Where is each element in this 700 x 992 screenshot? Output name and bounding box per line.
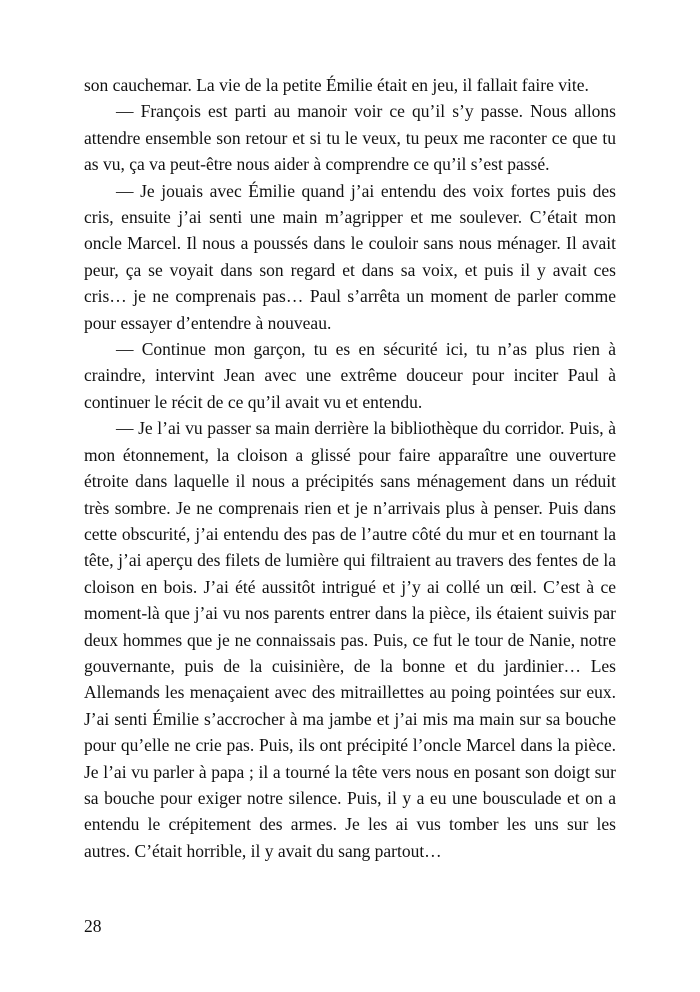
page-content — [84, 72, 616, 864]
body-text — [84, 72, 616, 864]
paragraph-dialogue: — Continue mon garçon, tu es en sécurité ici, tu n’as plus rien à craindre, intervint Jean avec une extrême douceur pour inciter Paul à continuer le récit de ce qu’il avait vu et entendu. — [84, 339, 616, 412]
paragraph-dialogue: — Je l’ai vu passer sa main derrière la bibliothèque du corridor. Puis, à mon étonnement, la cloison a glissé pour faire apparaître une ouverture étroite dans laquelle il nous a précipités sans ménagement dans un réduit très sombre. Je ne comprenais rien et je n’arrivais plus à penser. Puis dans cette obscurité, j’ai entendu des pas de l’autre côté du mur et en tournant la tête, j’ai aperçu des filets de lumière qui filtraient au travers des fentes de la cloison en bois. J’ai été aussitôt intrigué et j’y ai collé un œil. C’est à ce moment-là que j’ai vu nos parents entrer dans la pièce, ils étaient suivis par deux hommes que je ne connaissais pas. Puis, ce fut le tour de Nanie, notre gouvernante, puis de la cuisinière, de la bonne et du jardinier… Les Allemands les menaçaient avec des mitraillettes au poing pointées sur eux. J’ai senti Émilie s’accrocher à ma jambe et j’ai mis ma main sur sa bouche pour qu’elle ne crie pas. Puis, ils ont précipité l’oncle Marcel dans la pièce. Je l’ai vu parler à papa ; il a tourné la tête vers nous en posant son doigt sur sa bouche pour exiger notre silence. Puis, il y a eu une bousculade et on a entendu le crépitement des armes. Je les ai vus tomber les uns sur les autres. C’était horrible, il y avait du sang partout… — [84, 418, 616, 861]
paragraph-continuation: son cauchemar. La vie de la petite Émilie était en jeu, il fallait faire vite. — [84, 75, 589, 95]
paragraph-dialogue: — Je jouais avec Émilie quand j’ai entendu des voix fortes puis des cris, ensuite j’ai senti une main m’agripper et me soulever. C’était mon oncle Marcel. Il nous a poussés dans le couloir sans nous ménager. Il avait peur, ça se voyait dans son regard et dans sa voix, et puis il y avait ces cris… je ne comprenais pas… Paul s’arrêta un moment de parler comme pour essayer d’entendre à nouveau. — [84, 180, 616, 333]
paragraph-dialogue: — François est parti au manoir voir ce qu’il s’y passe. Nous allons attendre ensemble son retour et si tu le veux, tu peux me raconter ce que tu as vu, ça va peut-être nous aider à comprendre ce qu’il s’est passé. — [84, 101, 616, 175]
page-number: 28 — [84, 916, 102, 936]
